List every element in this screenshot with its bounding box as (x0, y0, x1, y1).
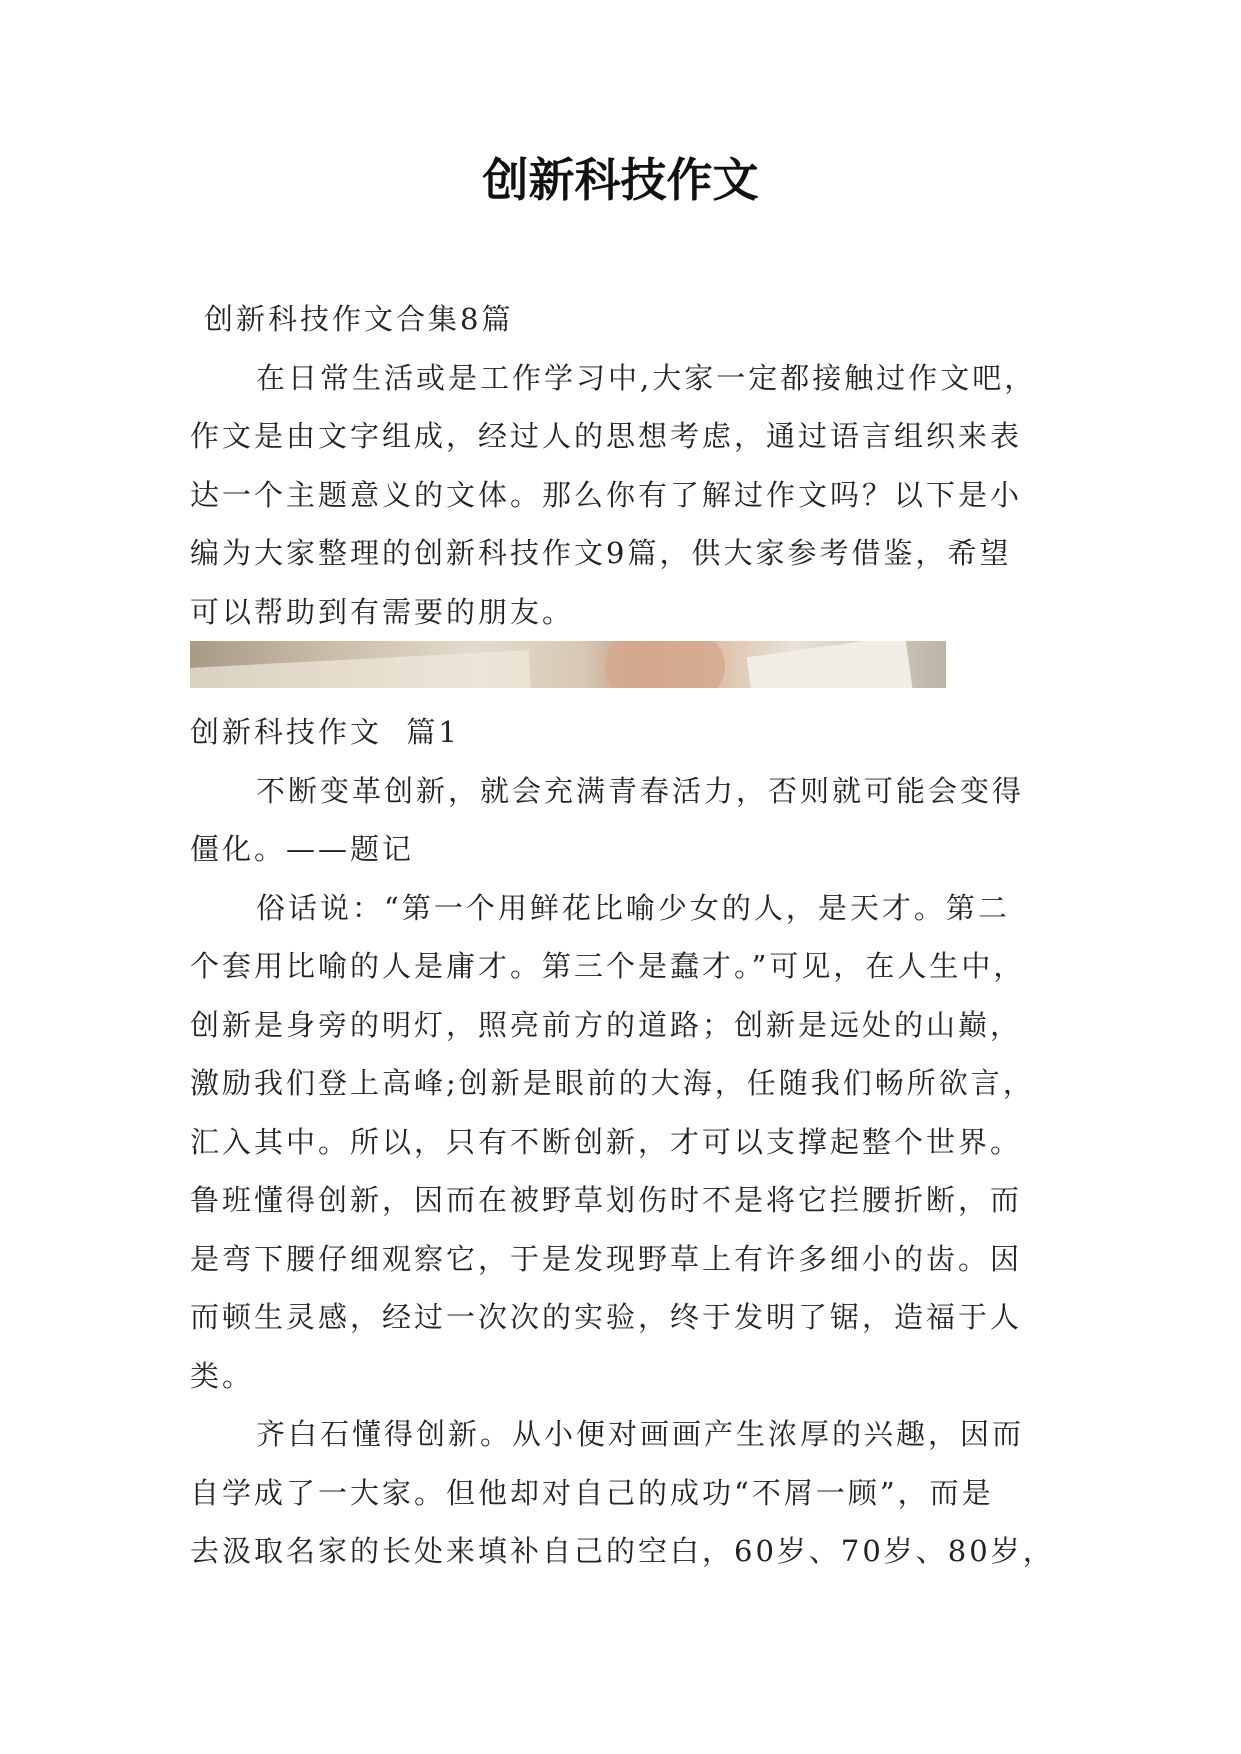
intro-line: 达一个主题意义的文体。那么你有了解过作文吗？以下是小 (190, 477, 1023, 512)
paragraph-line: 鲁班懂得创新，因而在被野草划伤时不是将它拦腰折断，而 (190, 1183, 1023, 1217)
document-subtitle: 创新科技作文合集8篇 (204, 302, 514, 336)
paragraph-line: 去汲取名家的长处来填补自己的空白，60岁、70岁、80岁， (190, 1534, 1055, 1568)
page-title: 创新科技作文 (482, 153, 759, 207)
intro-line: 可以帮助到有需要的朋友。 (190, 594, 575, 629)
banner-book-shape (190, 650, 531, 688)
paragraph-line: 类。 (190, 1358, 255, 1393)
paragraph-line: 而顿生灵感，经过一次次的实验，终于发明了锯，造福于人 (190, 1300, 1023, 1334)
intro-paragraph (190, 349, 1060, 642)
paragraph-line: 齐白石懂得创新。从小便对画画产生浓厚的兴趣，因而 (256, 1417, 1025, 1451)
epigraph-paragraph (190, 762, 1060, 879)
intro-line: 在日常生活或是工作学习中,大家一定都接触过作文吧， (256, 360, 1037, 395)
body-paragraph-3 (190, 1405, 1060, 1581)
banner-image (190, 641, 946, 688)
paragraph-line: 激励我们登上高峰;创新是眼前的大海，任随我们畅所欲言， (190, 1066, 1035, 1100)
intro-line: 作文是由文字组成，经过人的思想考虑，通过语言组织来表 (190, 419, 1023, 453)
paragraph-line: 是弯下腰仔细观察它，于是发现野草上有许多细小的齿。因 (190, 1241, 1023, 1276)
paragraph-line: 个套用比喻的人是庸才。第三个是蠢才。”可见，在人生中， (190, 949, 1026, 983)
banner-hand-shape (605, 641, 725, 688)
intro-line: 编为大家整理的创新科技作文9篇，供大家参考借鉴，希望 (190, 536, 1012, 570)
epigraph-line: 不断变革创新，就会充满青春活力，否则就可能会变得 (256, 773, 1025, 808)
paragraph-line: 自学成了一大家。但他却对自己的成功“不屑一顾”，而是 (190, 1475, 994, 1510)
section-heading: 创新科技作文 篇1 (190, 715, 460, 749)
paragraph-line: 俗话说：“第一个用鲜花比喻少女的人，是天才。第二 (256, 890, 1010, 925)
paragraph-line: 创新是身旁的明灯，照亮前方的道路；创新是远处的山巅， (190, 1007, 1023, 1042)
paragraph-line: 汇入其中。所以，只有不断创新，才可以支撑起整个世界。 (190, 1124, 1023, 1159)
epigraph-line: 僵化。——题记 (190, 832, 415, 866)
banner-paper-shape (747, 641, 914, 688)
body-paragraph-2 (190, 879, 1060, 1406)
document-body (190, 290, 1060, 1581)
